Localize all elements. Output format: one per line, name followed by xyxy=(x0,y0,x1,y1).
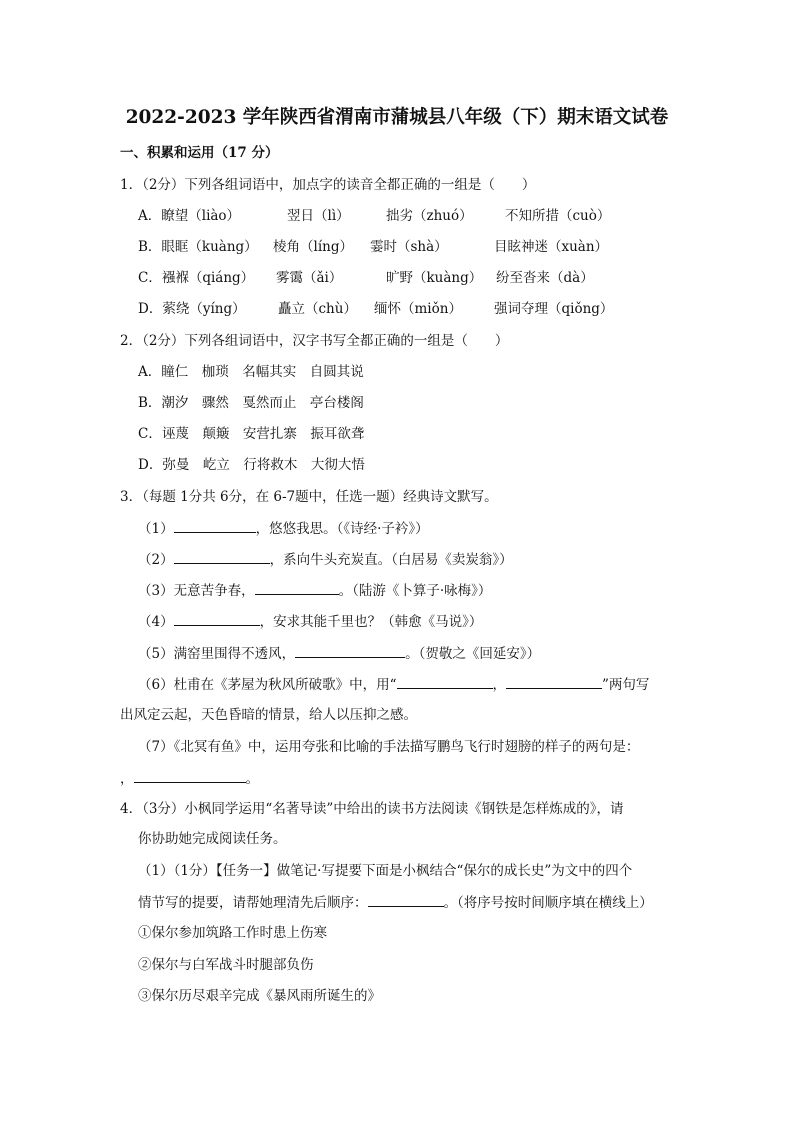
answer-blank[interactable] xyxy=(255,580,339,595)
q3-item-2-prefix: （2） xyxy=(138,552,174,568)
q3-item-4-text: ，安求其能千里也？（韩愈《马说》） xyxy=(259,614,483,630)
q1-option-d-word4: 强词夺理（qiǒng） xyxy=(494,301,614,317)
q1-option-d-word2: 矗立（chù） xyxy=(278,301,357,317)
q1-option-b-word3: 霎时（shà） xyxy=(370,239,448,255)
q3-item-7: （7）《北冥有鱼》中，运用夸张和比喻的手法描写鹏鸟飞行时翅膀的样子的两句是： xyxy=(138,739,640,755)
answer-blank[interactable] xyxy=(397,674,493,689)
q4-plot-item-3: ③保尔历尽艰辛完成《暴风雨所诞生的》 xyxy=(138,988,381,1004)
q1-option-c-word2: 雾霭（ǎi） xyxy=(276,270,343,286)
q4-plot-item-2: ②保尔与白军战斗时腿部负伤 xyxy=(138,957,314,973)
question-1-stem: 1．（2分）下列各组词语中，加点字的读音全都正确的一组是（ ） xyxy=(120,177,536,193)
q3-item-1 xyxy=(138,518,429,539)
answer-blank[interactable] xyxy=(368,892,444,907)
q3-item-5-prefix: （5）满窑里围得不透风， xyxy=(138,646,296,662)
answer-blank[interactable] xyxy=(134,768,246,783)
section-heading: 一、积累和运用（17 分） xyxy=(120,145,279,161)
q1-option-b-word1: B．眼眶（kuàng） xyxy=(138,239,258,255)
q3-item-5-text: 。（贺敬之《回延安》） xyxy=(405,646,541,662)
q2-option-c: C．诬蔑 颠簸 安营扎寨 振耳欲聋 xyxy=(138,426,365,442)
q3-item-7-continued xyxy=(120,768,259,789)
question-3-stem: 3．（每题 1分共 6分，在 6-7题中，任选一题）经典诗文默写。 xyxy=(120,489,498,505)
answer-blank[interactable] xyxy=(295,643,405,658)
q3-item-7-period: 。 xyxy=(245,771,259,787)
q3-item-6-suffix: ”两句写 xyxy=(602,677,650,693)
q3-item-2-text: ，系向牛头充炭直。（白居易《卖炭翁》） xyxy=(269,552,513,568)
q1-option-d-word3: 缅怀（miǒn） xyxy=(374,301,462,317)
q1-option-a-word1: A．瞭望（liào） xyxy=(138,208,241,224)
q3-item-5 xyxy=(138,643,540,664)
q3-item-6-comma: ， xyxy=(492,677,506,693)
answer-blank[interactable] xyxy=(506,674,602,689)
q3-item-6 xyxy=(138,674,649,695)
q1-option-a-word4: 不知所措（cuò） xyxy=(505,208,611,224)
q1-option-a-word2: 翌日（lì） xyxy=(287,208,350,224)
q3-item-6-prefix: （6）杜甫在《茅屋为秋风所破歌》中，用“ xyxy=(138,677,397,693)
exam-title: 2022-2023 学年陕西省渭南市蒲城县八年级（下）期末语文试卷 xyxy=(125,107,669,128)
q3-item-4 xyxy=(138,611,482,632)
q3-item-2 xyxy=(138,549,513,570)
q3-item-1-prefix: （1） xyxy=(138,521,174,537)
q2-option-a: A．瞳仁 枷琐 名幅其实 自圆其说 xyxy=(138,364,364,380)
q3-item-1-text: ，悠悠我思。（《诗经·子衿》） xyxy=(255,521,429,537)
q4-task-1: （1）（1分）【任务一】做笔记·写提要下面是小枫结合“保尔的成长史”为文中的四个 xyxy=(138,863,633,879)
q4-task-1-note: 。（将序号按时间顺序填在横线上） xyxy=(443,895,653,911)
answer-blank[interactable] xyxy=(174,518,256,533)
question-4-stem: 4．（3分）小枫同学运用“名著导读”中给出的读书方法阅读《钢铁是怎样炼成的》，请 xyxy=(120,801,624,817)
q3-item-7-comma: ， xyxy=(120,771,134,787)
answer-blank[interactable] xyxy=(174,549,270,564)
q4-task-1-continued xyxy=(138,892,653,913)
q1-option-c-word1: C．襁褓（qiáng） xyxy=(138,270,255,286)
q3-item-4-prefix: （4） xyxy=(138,614,174,630)
q3-item-6-continued: 出风定云起，天色昏暗的情景，给人以压抑之感。 xyxy=(120,707,417,723)
q1-option-b-word4: 目眩神迷（xuàn） xyxy=(494,239,609,255)
question-4-stem-continued: 你协助她完成阅读任务。 xyxy=(138,831,287,847)
q4-plot-item-1: ①保尔参加筑路工作时患上伤寒 xyxy=(138,925,327,941)
q1-option-c-word4: 纷至沓来（dà） xyxy=(496,270,594,286)
q1-option-b-word2: 棱角（líng） xyxy=(273,239,353,255)
question-2-stem: 2．（2分）下列各组词语中，汉字书写全都正确的一组是（ ） xyxy=(120,333,509,349)
q3-item-3-text: 。（陆游《卜算子·咏梅》） xyxy=(338,583,492,599)
q1-option-d-word1: D．萦绕（yíng） xyxy=(138,301,246,317)
q1-option-a-word3: 拙劣（zhuó） xyxy=(386,208,473,224)
q2-option-b: B．潮汐 骤然 戛然而止 亭台楼阁 xyxy=(138,395,364,411)
q2-option-d: D．弥曼 屹立 行将救木 大彻大悟 xyxy=(138,457,365,473)
q1-option-c-word3: 旷野（kuàng） xyxy=(386,270,483,286)
q3-item-3 xyxy=(138,580,491,601)
answer-blank[interactable] xyxy=(174,611,260,626)
q4-task-1-prompt: 情节写的提要，请帮她理清先后顺序： xyxy=(138,895,368,911)
q3-item-3-prefix: （3）无意苦争春， xyxy=(138,583,255,599)
